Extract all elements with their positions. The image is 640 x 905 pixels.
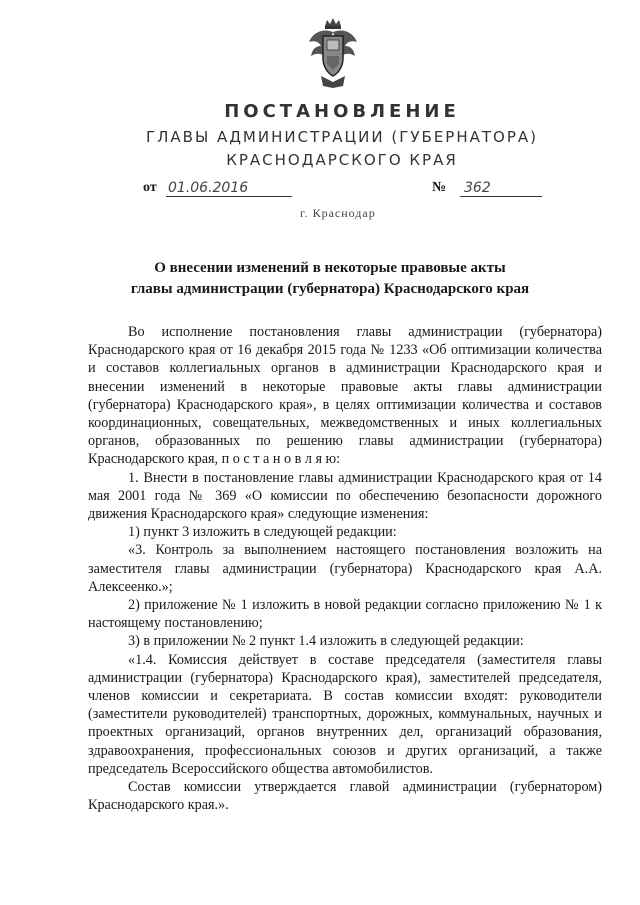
paragraph-subitem-1: 1) пункт 3 изложить в следующей редакции: [128,524,397,541]
document-number: 362 [460,180,542,197]
paragraph-composition: Состав комиссии утверждается главой администрации (губернатором) Краснодарского края.». [88,779,602,814]
city-label: г. Краснодар [300,206,376,220]
paragraph-item-1: 1. Внести в постановление главы администрации Краснодарского края от 14 мая 2001 года № 369 «О комиссии по обеспечению безопасности дорожного движения Краснодарского края» следующие изменения: [88,469,602,523]
document-title-line-2: главы администрации (губернатора) Краснодарского края [130,281,530,297]
paragraph-preamble: Во исполнение постановления главы администрации (губернатора) Краснодарского края от 16 декабря 2015 года № 1233 «Об оптимизации количества и составов коллегиальных органов в администрации Краснодарского края и внесении изменений в некоторые правовые акты главы администрации (губернатора) Краснодарского края», в целях оптимизации количества и составов координационных, совещательных, межведомственных и иных коллегиальных органов, образованных по решению главы администрации (губернатора) Краснодарского края, п о с т а н о в л я ю: [88,324,602,468]
number-label: № [432,180,447,195]
document-title-line-1: О внесении изменений в некоторые правовые акты [154,260,506,276]
document-date: 01.06.2016 [166,180,292,197]
header-subtitle: ГЛАВЫ АДМИНИСТРАЦИИ (ГУБЕРНАТОРА) [145,128,539,146]
coat-of-arms-emblem [307,16,359,90]
paragraph-subitem-3: 3) в приложении № 2 пункт 1.4 изложить в следующей редакции: [128,633,524,650]
date-label: от [143,180,157,195]
paragraph-subitem-2: 2) приложение № 1 изложить в новой редакции согласно приложению № 1 к настоящему постановлению; [88,597,602,632]
header-region: КРАСНОДАРСКОГО КРАЯ [226,151,458,169]
paragraph-quote-3: «3. Контроль за выполнением настоящего постановления возложить на заместителя главы администрации (губернатора) Краснодарского края А.А. Алексеенко.»; [88,542,602,595]
paragraph-quote-1-4: «1.4. Комиссия действует в составе председателя (заместителя главы администрации (губернатора) Краснодарского края), заместителей председателя, членов комиссии и секретариата. В состав комиссии входят: руководители (заместители руководителей) транспортных, дорожных, коммунальных, научных и проектных организаций, органов внутренних дел, организаций образования, здравоохранения, профессиональных союзов и других организаций, а также председатель Всероссийского общества автомобилистов. [88,651,602,777]
header-title: ПОСТАНОВЛЕНИЕ [224,101,460,122]
document-body [88,323,602,814]
